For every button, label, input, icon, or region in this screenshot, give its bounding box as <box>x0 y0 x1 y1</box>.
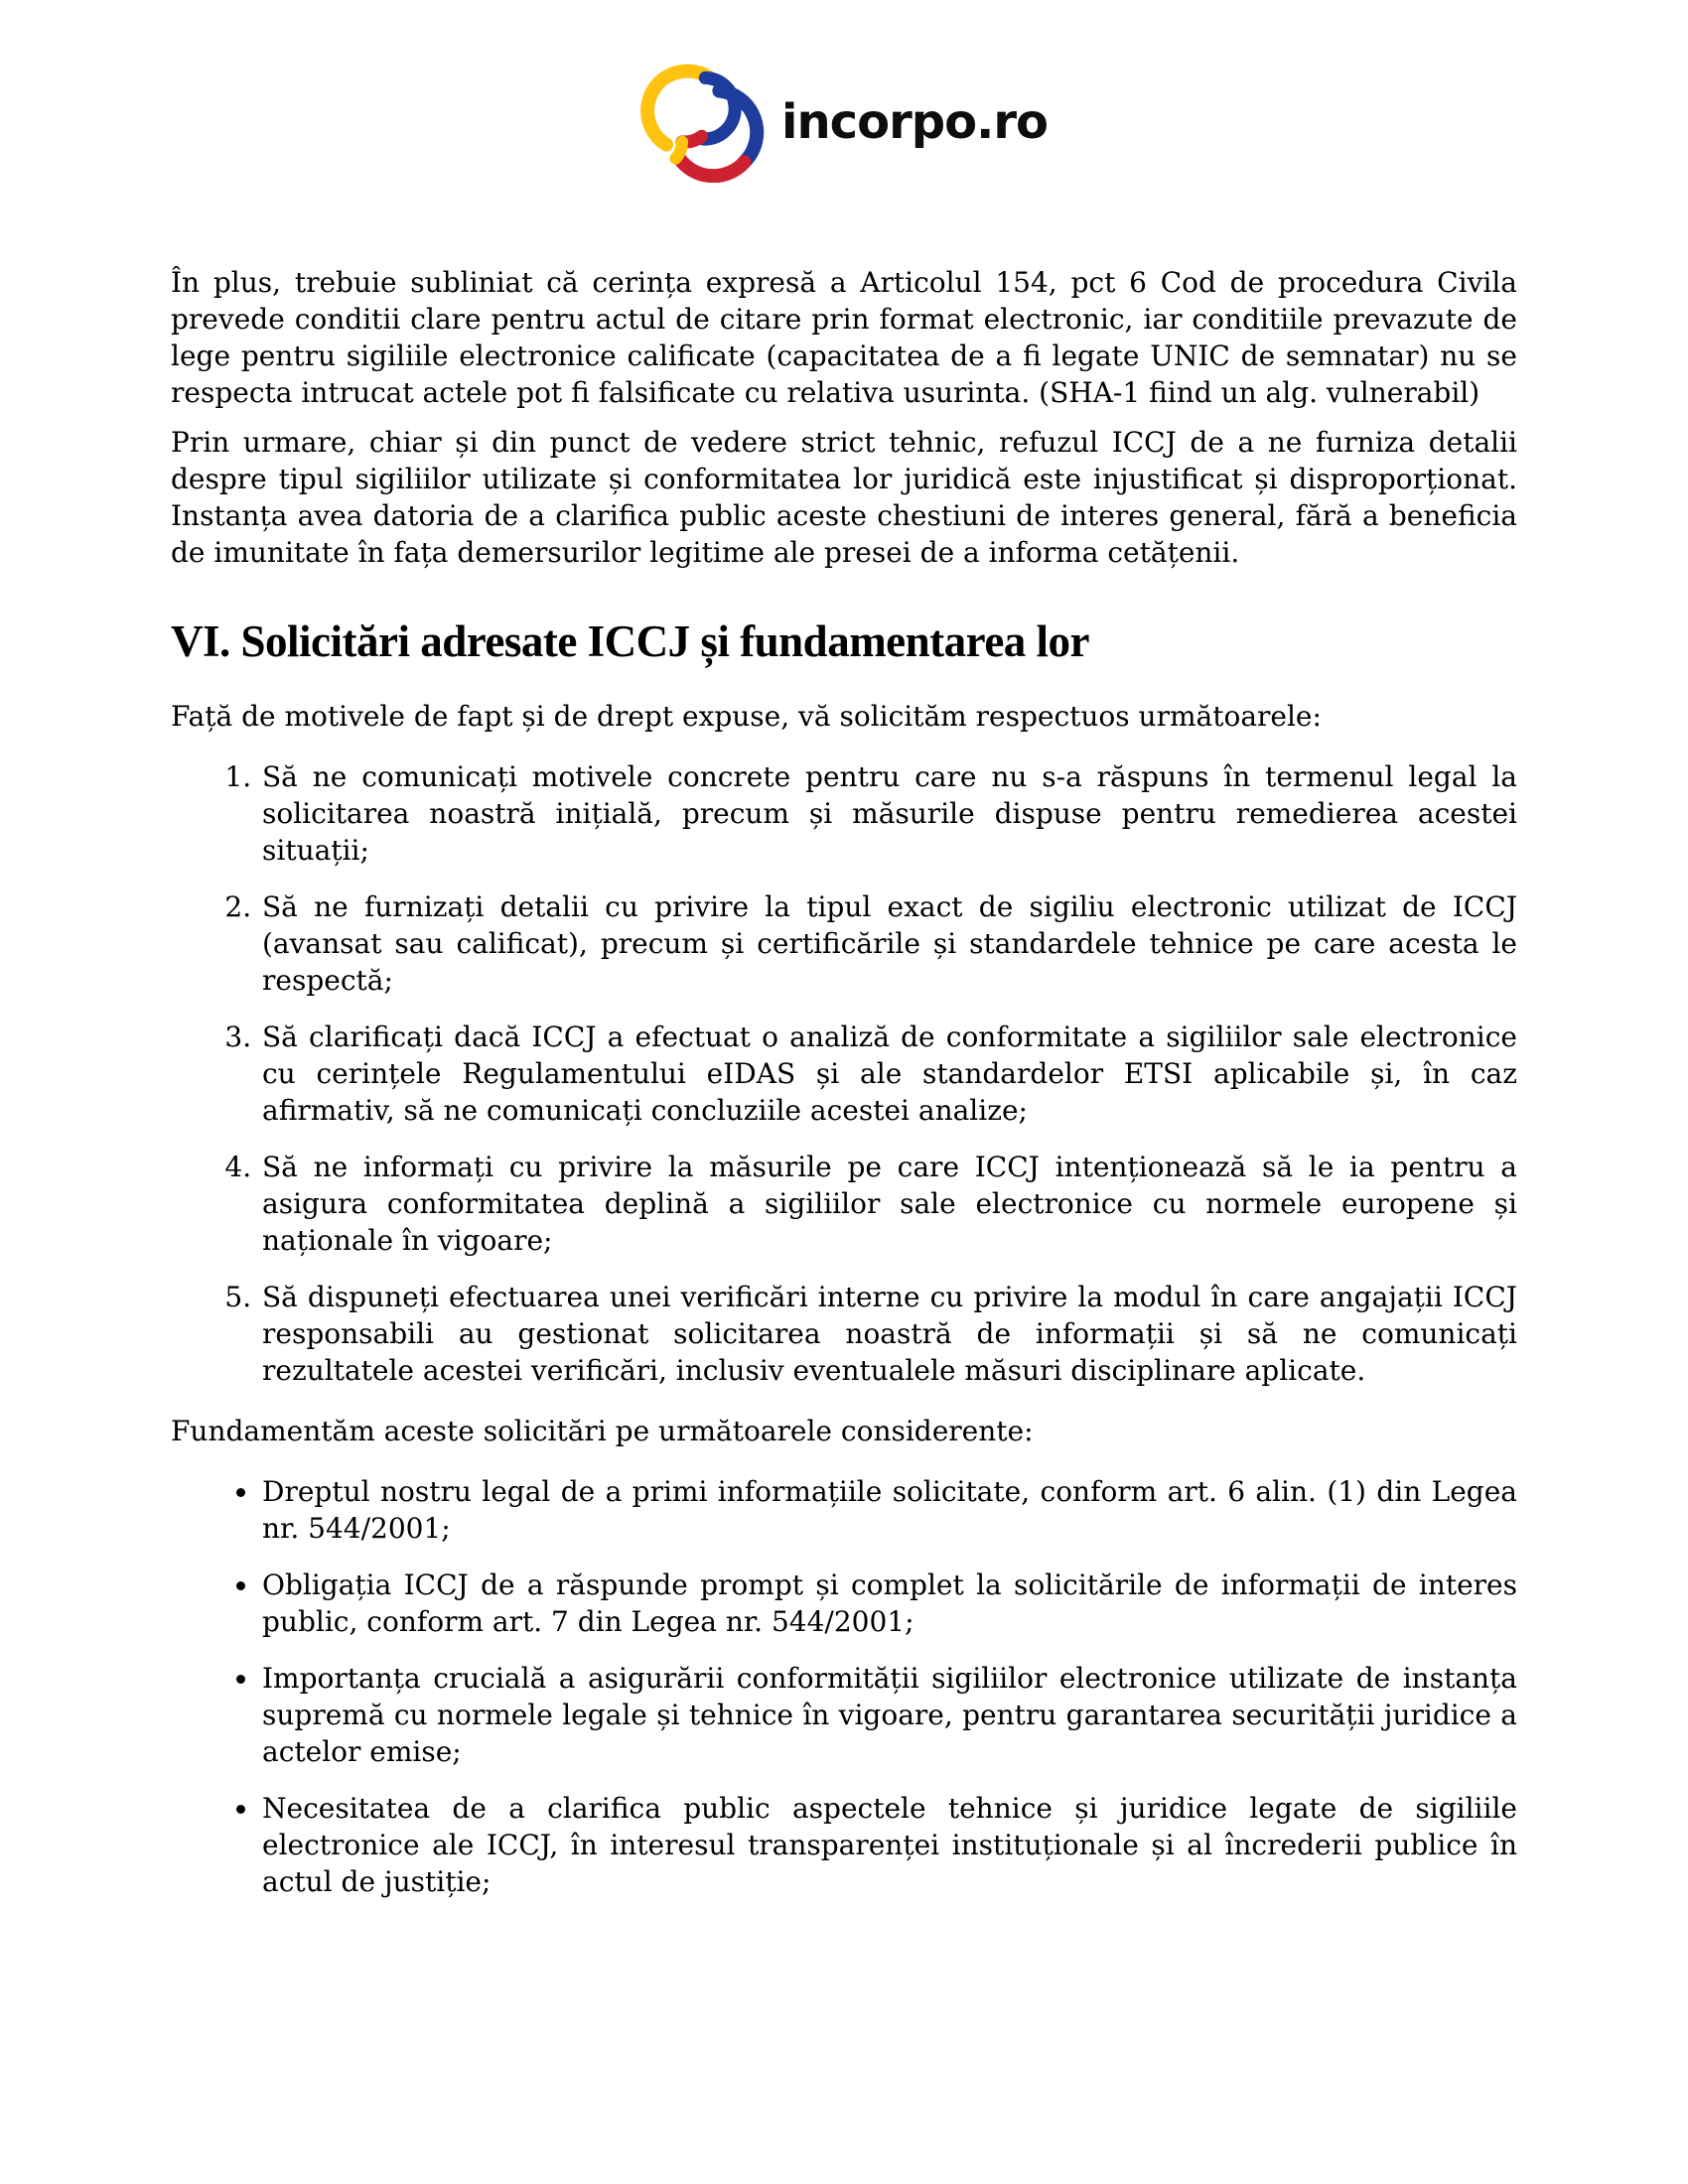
request-item-4: 4. Să ne informați cu privire la măsurile pe care ICCJ intenționează să le ia pentru a asigura conformitatea deplină a sigiliilor sale electronice cu normele europene și naționale în vigoare; <box>260 1149 1517 1259</box>
request-item-3: 3. Să clarificați dacă ICCJ a efectuat o analiză de conformitate a sigiliilor sale electronice cu cerințele Regulamentului eIDAS și ale standardelor ETSI aplicabile și, în caz afirmativ, să ne comunicați concluziile acestei analize; <box>260 1019 1517 1129</box>
consideration-item-2: • Obligația ICCJ de a răspunde prompt și complet la solicitările de informații de interes public, conform art. 7 din Legea nr. 544/2001; <box>260 1567 1517 1640</box>
logo-header <box>0 0 1688 183</box>
consideration-item-3: • Importanța crucială a asigurării conformității sigiliilor electronice utilizate de instanța supremă cu normele legale și tehnice în vigoare, pentru garantarea securității juridice a actelor emise; <box>260 1660 1517 1770</box>
consideration-item-1: • Dreptul nostru legal de a primi informațiile solicitate, conform art. 6 alin. (1) din Legea nr. 544/2001; <box>260 1473 1517 1547</box>
body-paragraph-1: În plus, trebuie subliniat că cerința expresă a Articolul 154, pct 6 Cod de procedura Civila prevede conditii clare pentru actul de citare prin format electronic, iar conditiile prevazute de lege pentru sigiliile electronice calificate (capacitatea de a fi legate UNIC de semnatar) nu se respecta intrucat actele pot fi falsificate cu relativa usurinta. (SHA-1 fiind un alg. vulnerabil) <box>171 266 1517 409</box>
requests-list <box>171 758 1517 1389</box>
section-intro: Față de motivele de fapt și de drept expuse, vă solicităm respectuos următoarele: <box>171 700 1322 733</box>
incorpo-logo-icon <box>640 56 766 183</box>
consideration-item-4: • Necesitatea de a clarifica public aspectele tehnice și juridice legate de sigiliile electronice ale ICCJ, în interesul transparenței instituționale și al încrederii publice în actul de justiție; <box>260 1790 1517 1900</box>
body-paragraph-2: Prin urmare, chiar și din punct de vedere strict tehnic, refuzul ICCJ de a ne furniza detalii despre tipul sigiliilor utilizate și conformitatea lor juridică este injustificat și disproporționat. Instanța avea datoria de a clarifica public aceste chestiuni de interes general, fără a beneficia de imunitate în fața demersurilor legitime ale presei de a informa cetățenii. <box>171 426 1517 569</box>
request-item-2: 2. Să ne furnizați detalii cu privire la tipul exact de sigiliu electronic utilizat de ICCJ (avansat sau calificat), precum și certificările și standardele tehnice pe care acesta le respectă; <box>260 888 1517 999</box>
considerations-list <box>171 1473 1517 1900</box>
request-item-1: 1. Să ne comunicați motivele concrete pentru care nu s-a răspuns în termenul legal la solicitarea noastră inițială, precum și măsurile dispuse pentru remedierea acestei situații; <box>260 758 1517 869</box>
document-content <box>171 264 1517 1900</box>
request-item-5: 5. Să dispuneți efectuarea unei verificări interne cu privire la modul în care angajații ICCJ responsabili au gestionat solicitarea noastră de informații și să ne comunicați rezultatele acestei verificări, inclusiv eventualele măsuri disciplinare aplicate. <box>260 1279 1517 1389</box>
logo-text: incorpo.ro <box>781 94 1048 150</box>
section-heading: VI. Solicitări adresate ICCJ și fundamentarea lor <box>171 616 1090 666</box>
basis-intro: Fundamentăm aceste solicitări pe următoarele considerente: <box>171 1415 1034 1447</box>
